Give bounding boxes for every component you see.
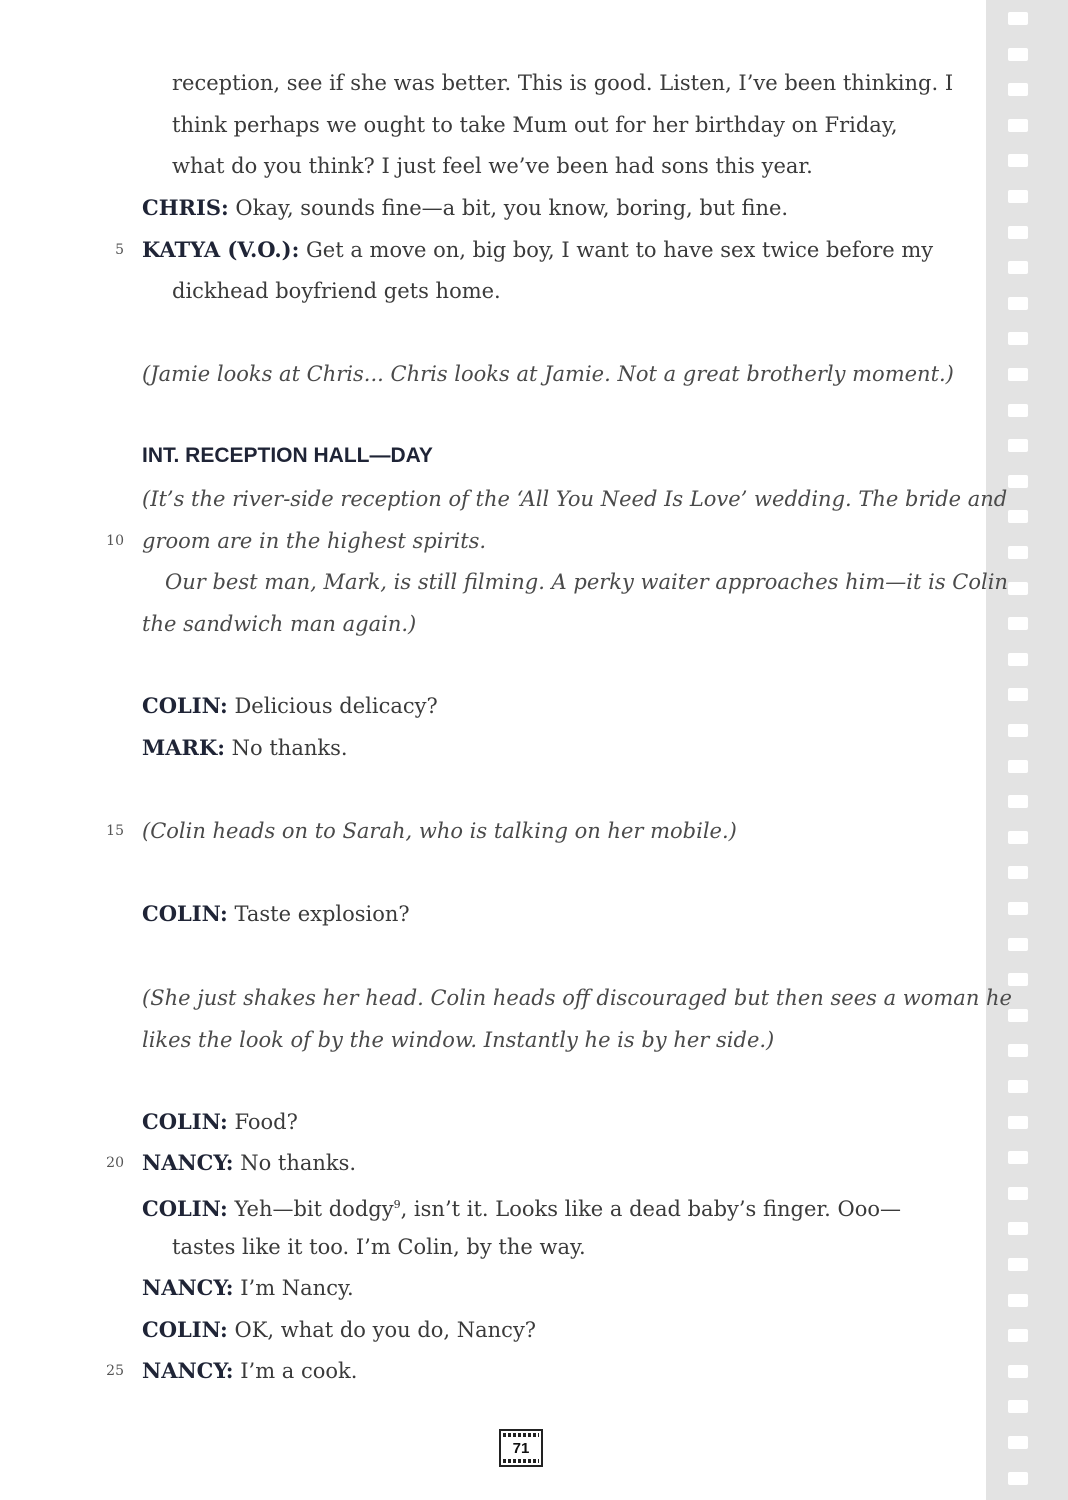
dialogue-line bbox=[142, 1276, 354, 1300]
line-number: 10 bbox=[106, 533, 124, 549]
film-perforation bbox=[1008, 190, 1028, 203]
speaker-name: KATYA (V.O.): bbox=[142, 237, 300, 262]
dialogue-text: Okay, sounds fine—a bit, you know, boring, but fine. bbox=[228, 196, 789, 220]
speaker-name: COLIN: bbox=[142, 1109, 228, 1134]
dialogue-line bbox=[142, 1193, 901, 1221]
dialogue-line bbox=[142, 694, 438, 718]
film-perforation bbox=[1008, 1436, 1028, 1449]
dialogue-line bbox=[142, 1359, 357, 1383]
speaker-name: NANCY: bbox=[142, 1358, 234, 1383]
film-perforation bbox=[1008, 439, 1028, 452]
film-perforation bbox=[1008, 119, 1028, 132]
dialogue-line bbox=[142, 1110, 298, 1134]
film-perforation bbox=[1008, 226, 1028, 239]
line-number: 15 bbox=[106, 823, 124, 839]
film-perforation bbox=[1008, 653, 1028, 666]
film-perforation bbox=[1008, 297, 1028, 310]
film-perforation bbox=[1008, 154, 1028, 167]
film-perforation bbox=[1008, 261, 1028, 274]
stage-direction: Our best man, Mark, is still filming. A perky waiter approaches him—it is Colin bbox=[165, 570, 1008, 594]
film-perforation bbox=[1008, 1294, 1028, 1307]
script-line: what do you think? I just feel we’ve been had sons this year. bbox=[172, 154, 813, 178]
film-perforation bbox=[1008, 332, 1028, 345]
film-perforation bbox=[1008, 12, 1028, 25]
dialogue-text: No thanks. bbox=[233, 1151, 357, 1175]
dialogue-line bbox=[142, 196, 788, 220]
film-perforation-bottom bbox=[503, 1459, 539, 1463]
film-perforation bbox=[1008, 582, 1028, 595]
stage-direction: groom are in the highest spirits. bbox=[142, 529, 487, 553]
dialogue-text: Delicious delicacy? bbox=[227, 694, 438, 718]
film-perforation bbox=[1008, 688, 1028, 701]
script-line: dickhead boyfriend gets home. bbox=[172, 279, 501, 303]
film-perforation bbox=[1008, 1080, 1028, 1093]
speaker-name: NANCY: bbox=[142, 1150, 234, 1175]
line-number: 5 bbox=[115, 242, 124, 258]
film-perforation bbox=[1008, 866, 1028, 879]
stage-direction: likes the look of by the window. Instantly he is by her side.) bbox=[142, 1028, 775, 1052]
dialogue-text: OK, what do you do, Nancy? bbox=[227, 1318, 537, 1342]
film-perforation bbox=[1008, 973, 1028, 986]
line-number: 25 bbox=[106, 1363, 124, 1379]
film-perforation bbox=[1008, 1222, 1028, 1235]
stage-direction: (It’s the river-side reception of the ‘All You Need Is Love’ wedding. The bride and bbox=[142, 487, 1008, 511]
film-perforation bbox=[1008, 795, 1028, 808]
film-perforation bbox=[1008, 1258, 1028, 1271]
speaker-name: CHRIS: bbox=[142, 195, 229, 220]
film-perforation bbox=[1008, 1009, 1028, 1022]
film-perforation bbox=[1008, 1365, 1028, 1378]
page-number: 71 bbox=[512, 1440, 530, 1457]
film-perforation bbox=[1008, 48, 1028, 61]
film-perforation bbox=[1008, 617, 1028, 630]
speaker-name: COLIN: bbox=[142, 1196, 228, 1221]
line-number: 20 bbox=[106, 1155, 124, 1171]
film-perforation bbox=[1008, 724, 1028, 737]
film-perforation bbox=[1008, 1151, 1028, 1164]
film-perforation bbox=[1008, 760, 1028, 773]
stage-direction: (Colin heads on to Sarah, who is talking on her mobile.) bbox=[142, 819, 737, 843]
page-number-badge bbox=[499, 1429, 543, 1467]
footnote-marker: 9 bbox=[393, 1198, 401, 1211]
stage-direction: (Jamie looks at Chris... Chris looks at Jamie. Not a great brotherly moment.) bbox=[142, 362, 954, 386]
dialogue-text: Food? bbox=[227, 1110, 298, 1134]
speaker-name: NANCY: bbox=[142, 1275, 234, 1300]
film-perforation bbox=[1008, 1044, 1028, 1057]
dialogue-text: No thanks. bbox=[225, 736, 348, 760]
film-perforation bbox=[1008, 831, 1028, 844]
speaker-name: COLIN: bbox=[142, 901, 228, 926]
film-perforation bbox=[1008, 1329, 1028, 1342]
film-perforation bbox=[1008, 83, 1028, 96]
dialogue-line bbox=[142, 1151, 356, 1175]
film-perforation bbox=[1008, 546, 1028, 559]
dialogue-line bbox=[142, 902, 410, 926]
speaker-name: MARK: bbox=[142, 735, 225, 760]
script-line: think perhaps we ought to take Mum out for her birthday on Friday, bbox=[172, 113, 898, 137]
dialogue-line bbox=[142, 238, 933, 262]
script-line: reception, see if she was better. This is good. Listen, I’ve been thinking. I bbox=[172, 71, 954, 95]
stage-direction: (She just shakes her head. Colin heads off discouraged but then sees a woman he bbox=[142, 986, 1012, 1010]
dialogue-text: Taste explosion? bbox=[227, 902, 410, 926]
film-perforation bbox=[1008, 475, 1028, 488]
film-perforation-top bbox=[503, 1433, 539, 1437]
filmstrip-border bbox=[986, 0, 1068, 1500]
film-perforation bbox=[1008, 1116, 1028, 1129]
film-perforation bbox=[1008, 404, 1028, 417]
film-perforation bbox=[1008, 368, 1028, 381]
dialogue-line bbox=[142, 1318, 536, 1342]
speaker-name: COLIN: bbox=[142, 1317, 228, 1342]
dialogue-text: I’m Nancy. bbox=[233, 1276, 354, 1300]
film-perforation bbox=[1008, 510, 1028, 523]
film-perforation bbox=[1008, 1187, 1028, 1200]
dialogue-line bbox=[142, 736, 348, 760]
dialogue-text: Yeh—bit dodgy bbox=[227, 1197, 394, 1221]
film-perforation bbox=[1008, 902, 1028, 915]
stage-direction: the sandwich man again.) bbox=[142, 612, 417, 636]
scene-heading: INT. RECEPTION HALL—DAY bbox=[142, 444, 433, 467]
script-line: tastes like it too. I’m Colin, by the way. bbox=[172, 1235, 586, 1259]
dialogue-text: Get a move on, big boy, I want to have sex twice before my bbox=[299, 238, 934, 262]
dialogue-text: I’m a cook. bbox=[233, 1359, 358, 1383]
dialogue-text: , isn’t it. Looks like a dead baby’s finger. Ooo— bbox=[400, 1197, 901, 1221]
speaker-name: COLIN: bbox=[142, 693, 228, 718]
film-perforation bbox=[1008, 1400, 1028, 1413]
film-perforation bbox=[1008, 938, 1028, 951]
film-perforation bbox=[1008, 1472, 1028, 1485]
